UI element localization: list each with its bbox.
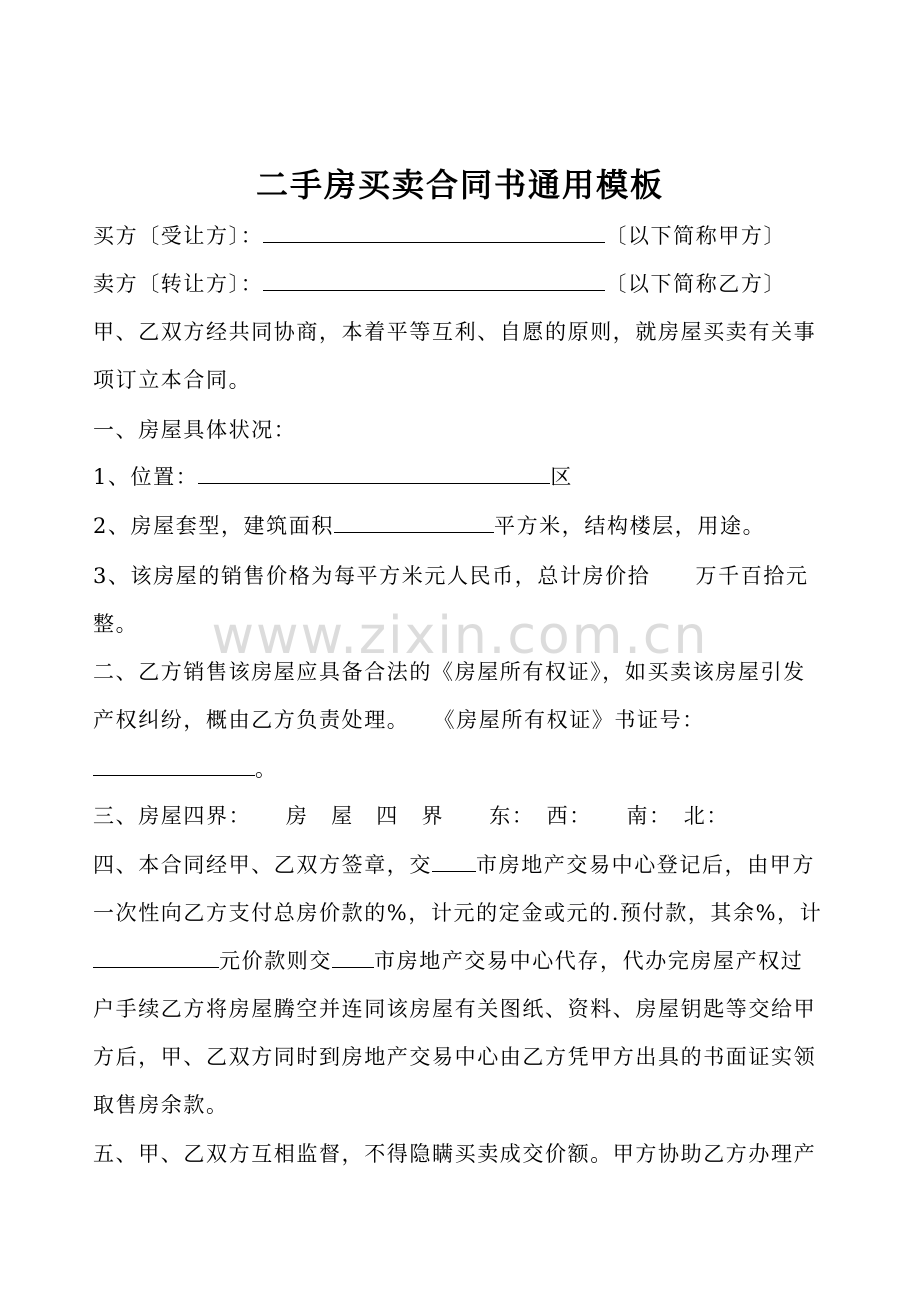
city-blank-1 xyxy=(432,851,476,872)
location-blank xyxy=(198,463,550,484)
location-label: 1、位置： xyxy=(93,465,199,489)
section-4-text-c: 元价款则交 xyxy=(219,949,332,973)
watermark: www.zixin.com.cn xyxy=(211,606,709,666)
section-1-heading: 一、房屋具体状况： xyxy=(93,418,297,442)
section-4-text-b: 市房地产交易中心登记后，由甲方 xyxy=(476,853,815,877)
house-type-rest: 平方米，结构楼层，用途。 xyxy=(493,514,766,538)
price-line-2: 整。 xyxy=(93,612,139,636)
section-4-line-1 xyxy=(93,851,815,879)
seller-suffix: 〔以下简称乙方〕 xyxy=(605,272,787,296)
location-line xyxy=(93,463,573,491)
buyer-suffix: 〔以下简称甲方〕 xyxy=(605,224,787,248)
section-4-text-d: 市房地产交易中心代存，代办完房屋产权过 xyxy=(374,949,804,973)
document-title: 二手房买卖合同书通用模板 xyxy=(255,166,664,204)
section-2-line-2: 产权纠纷，概由乙方负责处理。 《房屋所有权证》书证号： xyxy=(93,708,705,732)
certificate-number-blank xyxy=(93,755,255,776)
section-2-line-1: 二、乙方销售该房屋应具备合法的《房屋所有权证》，如买卖该房屋引发 xyxy=(93,660,806,684)
seller-line xyxy=(93,270,786,298)
section-4-line-6: 取售房余款。 xyxy=(93,1093,229,1117)
seller-name-blank xyxy=(263,270,605,291)
section-4-line-2: 一次性向乙方支付总房价款的%，计元的定金或元的.预付款，其余%，计 xyxy=(93,901,823,925)
house-type-line xyxy=(93,512,765,540)
price-line-1: 3、该房屋的销售价格为每平方米元人民币，总计房价拾 万千百拾元 xyxy=(93,564,809,588)
section-5-line-1: 五、甲、乙双方互相监督，不得隐瞒买卖成交价额。甲方协助乙方办理产 xyxy=(93,1142,817,1166)
seller-label: 卖方〔转让方〕： xyxy=(93,272,264,296)
section-4-line-5: 方后，甲、乙双方同时到房地产交易中心由乙方凭甲方出具的书面证实领 xyxy=(93,1045,817,1069)
area-blank xyxy=(334,512,494,533)
certificate-number-end: 。 xyxy=(255,757,278,781)
location-suffix: 区 xyxy=(550,465,573,489)
section-3-line: 三、房屋四界： 房 屋 四 界 东： 西： 南： 北： xyxy=(93,804,729,828)
intro-line-1: 甲、乙双方经共同协商，本着平等互利、自愿的原则，就房屋买卖有关事 xyxy=(93,320,817,344)
buyer-line xyxy=(93,222,786,250)
intro-line-2: 项订立本合同。 xyxy=(93,368,252,392)
house-type-text: 2、房屋套型，建筑面积 xyxy=(93,514,334,538)
amount-blank xyxy=(93,947,219,968)
buyer-name-blank xyxy=(263,222,605,243)
buyer-label: 买方〔受让方〕： xyxy=(93,224,264,248)
certificate-number-line xyxy=(93,755,278,783)
section-4-line-4: 户手续乙方将房屋腾空并连同该房屋有关图纸、资料、房屋钥匙等交给甲 xyxy=(93,997,817,1021)
city-blank-2 xyxy=(332,947,374,968)
section-4-text-a: 四、本合同经甲、乙双方签章，交 xyxy=(93,853,432,877)
section-4-line-3 xyxy=(93,947,803,975)
